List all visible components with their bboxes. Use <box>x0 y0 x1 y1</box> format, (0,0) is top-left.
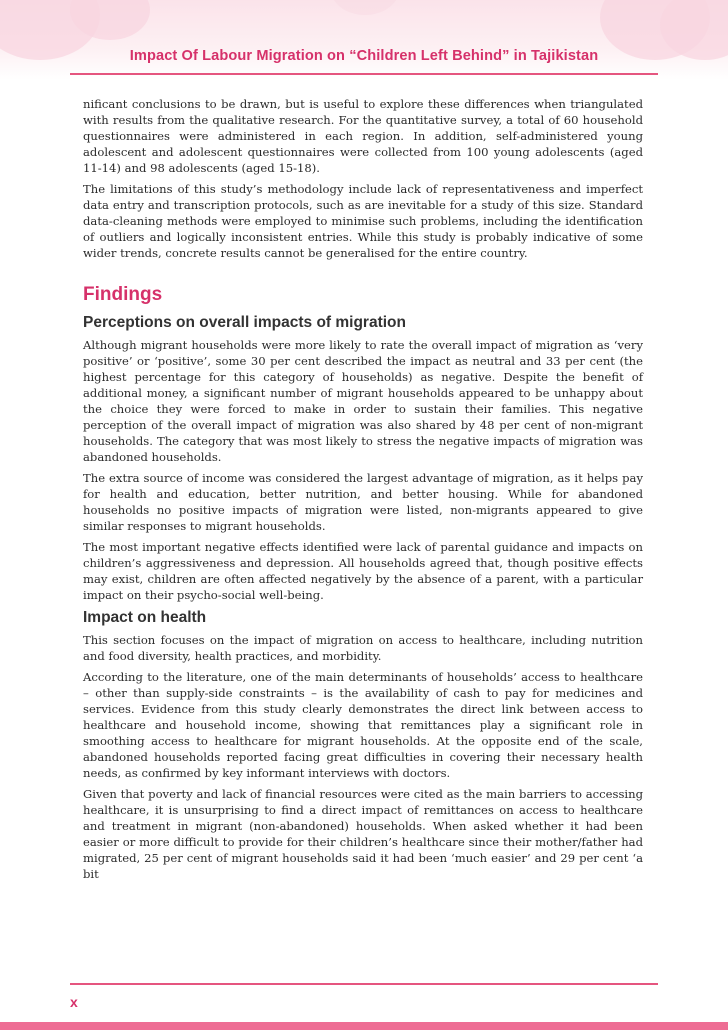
body-paragraph: The extra source of income was considered the largest advantage of migration, as it helps pay for health and education, better nutrition, and better housing. While for abandoned households no positive impacts of migration were listed, non-migrants appeared to give similar responses to migrant households. <box>83 471 643 533</box>
subsection-heading-health: Impact on health <box>83 609 207 626</box>
body-paragraph: nificant conclusions to be drawn, but is useful to explore these differences when triangulated with results from the qualitative research. For the quantitative survey, a total of 60 household questionnaires were administered in each region. In addition, self-administered young adolescent and adolescent questionnaires were collected from 100 young adolescents (aged 11-14) and 98 adolescents (aged 15-18). <box>83 97 643 175</box>
body-paragraph: According to the literature, one of the main determinants of households’ access to healthcare – other than supply-side constraints – is the availability of cash to pay for medicines and services. Evidence from this study clearly demonstrates the direct link between access to healthcare and household income, showing that remittances play a significant role in smoothing access to healthcare for migrant households. At the opposite end of the scale, abandoned households reported facing great difficulties in covering their necessary health needs, as confirmed by key informant interviews with doctors. <box>83 670 643 780</box>
footer-band <box>0 1022 728 1030</box>
subsection-heading-perceptions: Perceptions on overall impacts of migration <box>83 314 406 331</box>
body-paragraph: Although migrant households were more likely to rate the overall impact of migration as ‘very positive’ or ‘positive’, some 30 per cent described the impact as neutral and 33 per cent (the highest percentage for this category of households) as negative. Despite the benefit of additional money, a significant number of migrant households appeared to be unhappy about the choice they were forced to make in order to sustain their families. This negative perception of the overall impact of migration was also shared by 48 per cent of non-migrant households. The category that was most likely to stress the negative impacts of migration was abandoned households. <box>83 338 643 464</box>
section-heading-findings: Findings <box>83 284 163 305</box>
body-paragraph: Given that poverty and lack of financial resources were cited as the main barriers to accessing healthcare, it is unsurprising to find a direct impact of remittances on access to healthcare and treatment in migrant (non-abandoned) households. When asked whether it had been easier or more difficult to provide for their children’s healthcare since their mother/father had migrated, 25 per cent of migrant households said it had been ‘much easier’ and 29 per cent ‘a bit <box>83 787 643 881</box>
header-band <box>0 0 728 80</box>
running-header-title: Impact Of Labour Migration on “Children Left Behind” in Tajikistan <box>129 48 599 64</box>
footer-divider <box>70 983 658 985</box>
body-paragraph: This section focuses on the impact of migration on access to healthcare, including nutrition and food diversity, health practices, and morbidity. <box>83 633 643 663</box>
page-number: x <box>70 994 78 1010</box>
decorative-bubble <box>330 0 400 15</box>
body-paragraph: The most important negative effects identified were lack of parental guidance and impacts on children’s aggressiveness and depression. All households agreed that, though positive effects may exist, children are often affected negatively by the absence of a parent, with a particular impact on their psycho-social well-being. <box>83 540 643 602</box>
page-body <box>83 96 643 887</box>
header-divider <box>70 73 658 75</box>
body-paragraph: The limitations of this study’s methodology include lack of representativeness and imperfect data entry and transcription protocols, such as are inevitable for a study of this size. Standard data-cleaning methods were employed to minimise such problems, including the identification of outliers and logically inconsistent entries. While this study is probably indicative of some wider trends, concrete results cannot be generalised for the entire country. <box>83 182 643 260</box>
